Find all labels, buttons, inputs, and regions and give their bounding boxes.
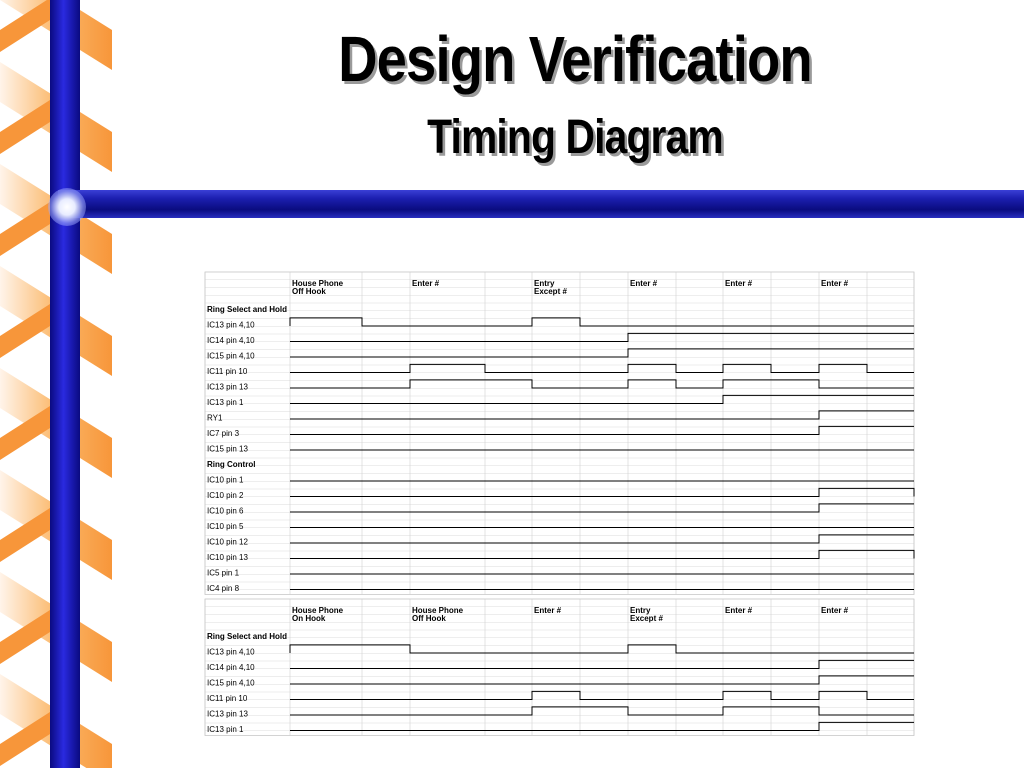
event-label: Except #	[630, 614, 663, 623]
event-label: Except #	[534, 287, 567, 296]
signal-label: IC7 pin 3	[207, 429, 240, 439]
table-border	[205, 272, 914, 595]
signal-label: IC10 pin 1	[207, 475, 244, 485]
event-label: Enter #	[630, 279, 658, 288]
event-label: House Phone	[292, 606, 344, 615]
signal-waveform	[290, 535, 914, 543]
page-title: Design Verification	[338, 23, 812, 95]
signal-label: IC15 pin 4,10	[207, 351, 255, 361]
signal-label: IC10 pin 2	[207, 491, 244, 501]
signal-waveform	[290, 660, 914, 668]
section-header: Ring Control	[207, 460, 256, 470]
event-label: On Hook	[292, 614, 326, 623]
signal-waveform	[290, 645, 914, 653]
signal-label: IC10 pin 5	[207, 522, 244, 532]
signal-label: IC4 pin 8	[207, 584, 240, 594]
signal-label: RY1	[207, 413, 223, 423]
signal-label: IC13 pin 13	[207, 709, 248, 719]
signal-label: IC14 pin 4,10	[207, 336, 255, 346]
signal-label: IC14 pin 4,10	[207, 663, 255, 673]
signal-label: IC11 pin 10	[207, 694, 248, 704]
signal-waveform	[290, 550, 914, 558]
signal-label: IC15 pin 13	[207, 444, 248, 454]
event-label: Off Hook	[412, 614, 446, 623]
signal-waveform	[290, 722, 914, 730]
section-header: Ring Select and Hold	[207, 305, 288, 315]
signal-waveform	[290, 411, 914, 419]
signal-waveform	[290, 380, 914, 388]
event-label: Enter #	[534, 606, 562, 615]
signal-label: IC13 pin 13	[207, 382, 248, 392]
signal-label: IC15 pin 4,10	[207, 678, 255, 688]
event-label: Enter #	[821, 279, 849, 288]
signal-waveform	[290, 395, 914, 403]
signal-waveform	[290, 318, 914, 326]
signal-waveform	[290, 488, 914, 496]
event-label: House Phone	[292, 279, 344, 288]
signal-waveform	[290, 676, 914, 684]
signal-waveform	[290, 707, 914, 715]
signal-label: IC10 pin 6	[207, 506, 244, 516]
event-label: Entry	[630, 606, 651, 615]
event-label: Off Hook	[292, 287, 326, 296]
event-label: Enter #	[725, 279, 753, 288]
signal-label: IC10 pin 13	[207, 553, 248, 563]
signal-label: IC10 pin 12	[207, 537, 248, 547]
signal-waveform	[290, 333, 914, 341]
signal-label: IC13 pin 4,10	[207, 320, 255, 330]
event-label: Enter #	[821, 606, 849, 615]
signal-waveform	[290, 426, 914, 434]
signal-waveform	[290, 349, 914, 357]
page-subtitle: Timing Diagram	[427, 111, 723, 164]
signal-label: IC13 pin 4,10	[207, 647, 255, 657]
signal-label: IC11 pin 10	[207, 367, 248, 377]
event-label: House Phone	[412, 606, 464, 615]
signal-label: IC13 pin 1	[207, 398, 244, 408]
event-label: Enter #	[412, 279, 440, 288]
signal-label: IC5 pin 1	[207, 568, 240, 578]
signal-waveform	[290, 691, 914, 699]
section-header: Ring Select and Hold	[207, 632, 288, 642]
event-label: Enter #	[725, 606, 753, 615]
signal-waveform	[290, 364, 914, 372]
signal-label: IC13 pin 1	[207, 725, 244, 735]
signal-waveform	[290, 504, 914, 512]
event-label: Entry	[534, 279, 555, 288]
